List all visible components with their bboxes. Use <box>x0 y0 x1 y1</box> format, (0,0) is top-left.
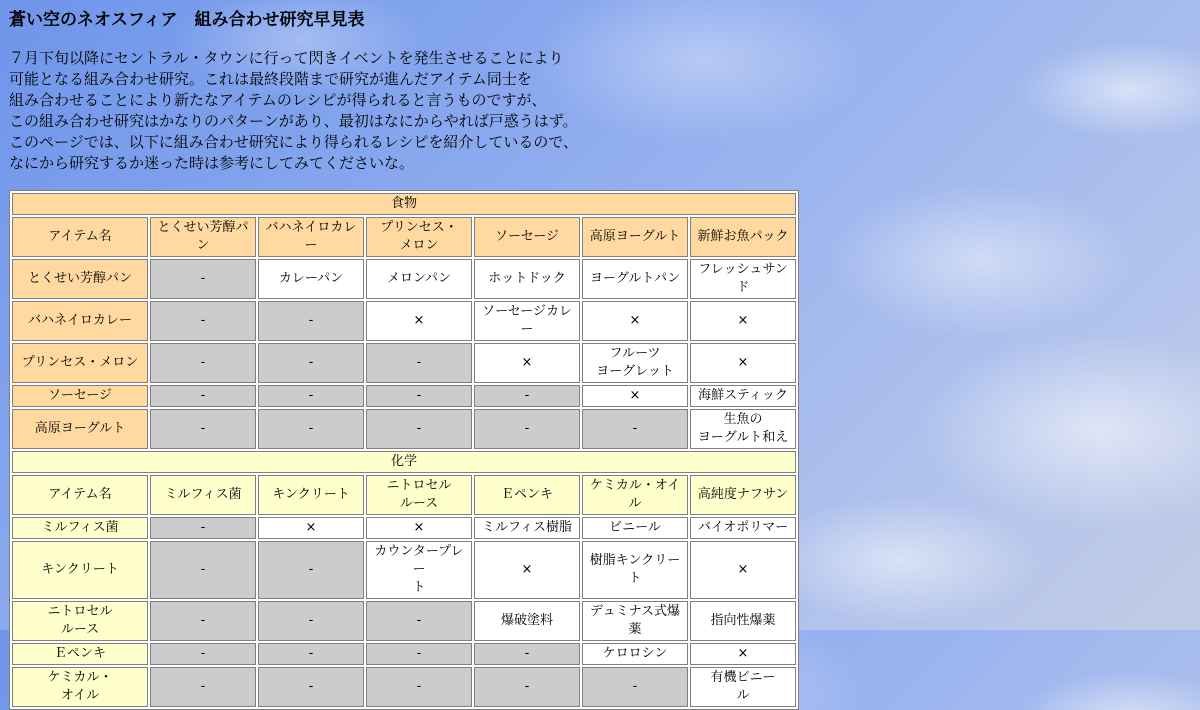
intro-line: このページでは、以下に組み合わせ研究により得られるレシピを紹介しているので、 <box>9 133 579 151</box>
recipe-cell: デュミナス式爆薬 <box>582 601 688 641</box>
item-name-header: アイテム名 <box>12 217 148 257</box>
unavailable-cell: - <box>150 385 256 407</box>
table-row <box>12 667 796 707</box>
column-header-row <box>12 217 796 257</box>
column-header: ニトロセル ルース <box>366 475 472 515</box>
recipe-cell: ホットドック <box>474 259 580 299</box>
unavailable-cell: - <box>150 541 256 599</box>
recipe-cell: ミルフィス樹脂 <box>474 517 580 539</box>
row-item-name: ケミカル・ オイル <box>12 667 148 707</box>
recipe-cell: × <box>366 517 472 539</box>
table-row <box>12 517 796 539</box>
recipe-cell: × <box>474 343 580 383</box>
unavailable-cell: - <box>258 643 364 665</box>
intro-line: 可能となる組み合わせ研究。これは最終段階まで研究が進んだアイテム同士を <box>9 70 532 88</box>
column-header: ケミカル・オイル <box>582 475 688 515</box>
section-title: 食物 <box>12 193 796 215</box>
unavailable-cell: - <box>150 343 256 383</box>
row-item-name: プリンセス・メロン <box>12 343 148 383</box>
section-title-row <box>12 193 796 215</box>
recipe-cell: × <box>582 385 688 407</box>
unavailable-cell: - <box>474 643 580 665</box>
recipe-cell: カウンタープレー ト <box>366 541 472 599</box>
table-row <box>12 601 796 641</box>
unavailable-cell: - <box>582 667 688 707</box>
recipe-cell: ヨーグルトパン <box>582 259 688 299</box>
recipe-cell: × <box>690 541 796 599</box>
row-item-name: Ｅペンキ <box>12 643 148 665</box>
unavailable-cell: - <box>150 409 256 449</box>
intro-text <box>9 48 649 174</box>
unavailable-cell: - <box>474 409 580 449</box>
recipe-cell: カレーパン <box>258 259 364 299</box>
column-header: ソーセージ <box>474 217 580 257</box>
recipe-cell: ソーセージカレー <box>474 301 580 341</box>
column-header: とくせい芳醇パン <box>150 217 256 257</box>
recipe-cell: 海鮮スティック <box>690 385 796 407</box>
recipe-cell: × <box>474 541 580 599</box>
unavailable-cell: - <box>366 667 472 707</box>
recipe-cell: ケロロシン <box>582 643 688 665</box>
recipe-cell: フルーツ ヨーグレット <box>582 343 688 383</box>
column-header: 新鮮お魚パック <box>690 217 796 257</box>
unavailable-cell: - <box>366 343 472 383</box>
column-header: バハネイロカレー <box>258 217 364 257</box>
unavailable-cell: - <box>366 643 472 665</box>
intro-line: ７月下旬以降にセントラル・タウンに行って閃きイベントを発生させることにより <box>9 49 564 67</box>
unavailable-cell: - <box>150 517 256 539</box>
unavailable-cell: - <box>366 409 472 449</box>
recipe-cell: 樹脂キンクリート <box>582 541 688 599</box>
column-header: ミルフィス菌 <box>150 475 256 515</box>
column-header: Ｅペンキ <box>474 475 580 515</box>
recipe-cell: 指向性爆薬 <box>690 601 796 641</box>
recipe-cell: × <box>690 643 796 665</box>
unavailable-cell: - <box>474 667 580 707</box>
row-item-name: ミルフィス菌 <box>12 517 148 539</box>
unavailable-cell: - <box>150 259 256 299</box>
row-item-name: バハネイロカレー <box>12 301 148 341</box>
page-title: 蒼い空のネオスフィア 組み合わせ研究早見表 <box>9 10 365 30</box>
recipe-cell: × <box>258 517 364 539</box>
recipe-cell: × <box>690 343 796 383</box>
unavailable-cell: - <box>150 643 256 665</box>
intro-line: この組み合わせ研究はかなりのパターンがあり、最初はなにからやれば戸惑うはず。 <box>9 112 578 130</box>
unavailable-cell: - <box>150 667 256 707</box>
row-item-name: ソーセージ <box>12 385 148 407</box>
item-name-header: アイテム名 <box>12 475 148 515</box>
column-header: プリンセス・ メロン <box>366 217 472 257</box>
column-header-row <box>12 475 796 515</box>
table-row <box>12 541 796 599</box>
recipe-cell: × <box>366 301 472 341</box>
unavailable-cell: - <box>150 601 256 641</box>
unavailable-cell: - <box>258 409 364 449</box>
table-row <box>12 643 796 665</box>
column-header: キンクリート <box>258 475 364 515</box>
intro-line: 組み合わせることにより新たなアイテムのレシピが得られると言うものですが、 <box>9 91 547 109</box>
section-title-row <box>12 451 796 473</box>
recipe-cell: メロンパン <box>366 259 472 299</box>
unavailable-cell: - <box>258 541 364 599</box>
unavailable-cell: - <box>366 385 472 407</box>
unavailable-cell: - <box>150 301 256 341</box>
section-title: 化学 <box>12 451 796 473</box>
intro-line: なにから研究するか迷った時は参考にしてみてくださいな。 <box>9 154 415 172</box>
unavailable-cell: - <box>582 409 688 449</box>
row-item-name: キンクリート <box>12 541 148 599</box>
recipe-cell: × <box>690 301 796 341</box>
unavailable-cell: - <box>258 667 364 707</box>
unavailable-cell: - <box>258 385 364 407</box>
recipe-cell: 有機ビニー ル <box>690 667 796 707</box>
unavailable-cell: - <box>258 301 364 341</box>
recipe-cell: フレッシュサンド <box>690 259 796 299</box>
column-header: 高純度ナフサン <box>690 475 796 515</box>
unavailable-cell: - <box>474 385 580 407</box>
table-row <box>12 301 796 341</box>
recipe-cell: 爆破塗料 <box>474 601 580 641</box>
recipe-cell: バイオポリマー <box>690 517 796 539</box>
row-item-name: 高原ヨーグルト <box>12 409 148 449</box>
table-row <box>12 409 796 449</box>
column-header: 高原ヨーグルト <box>582 217 688 257</box>
table-row <box>12 259 796 299</box>
unavailable-cell: - <box>258 343 364 383</box>
unavailable-cell: - <box>366 601 472 641</box>
recipe-cell: × <box>582 301 688 341</box>
table-row <box>12 385 796 407</box>
row-item-name: とくせい芳醇パン <box>12 259 148 299</box>
table-row <box>12 343 796 383</box>
recipe-cell: 生魚の ヨーグルト和え <box>690 409 796 449</box>
recipe-cell: ビニール <box>582 517 688 539</box>
combination-table <box>9 190 799 710</box>
unavailable-cell: - <box>258 601 364 641</box>
row-item-name: ニトロセル ルース <box>12 601 148 641</box>
